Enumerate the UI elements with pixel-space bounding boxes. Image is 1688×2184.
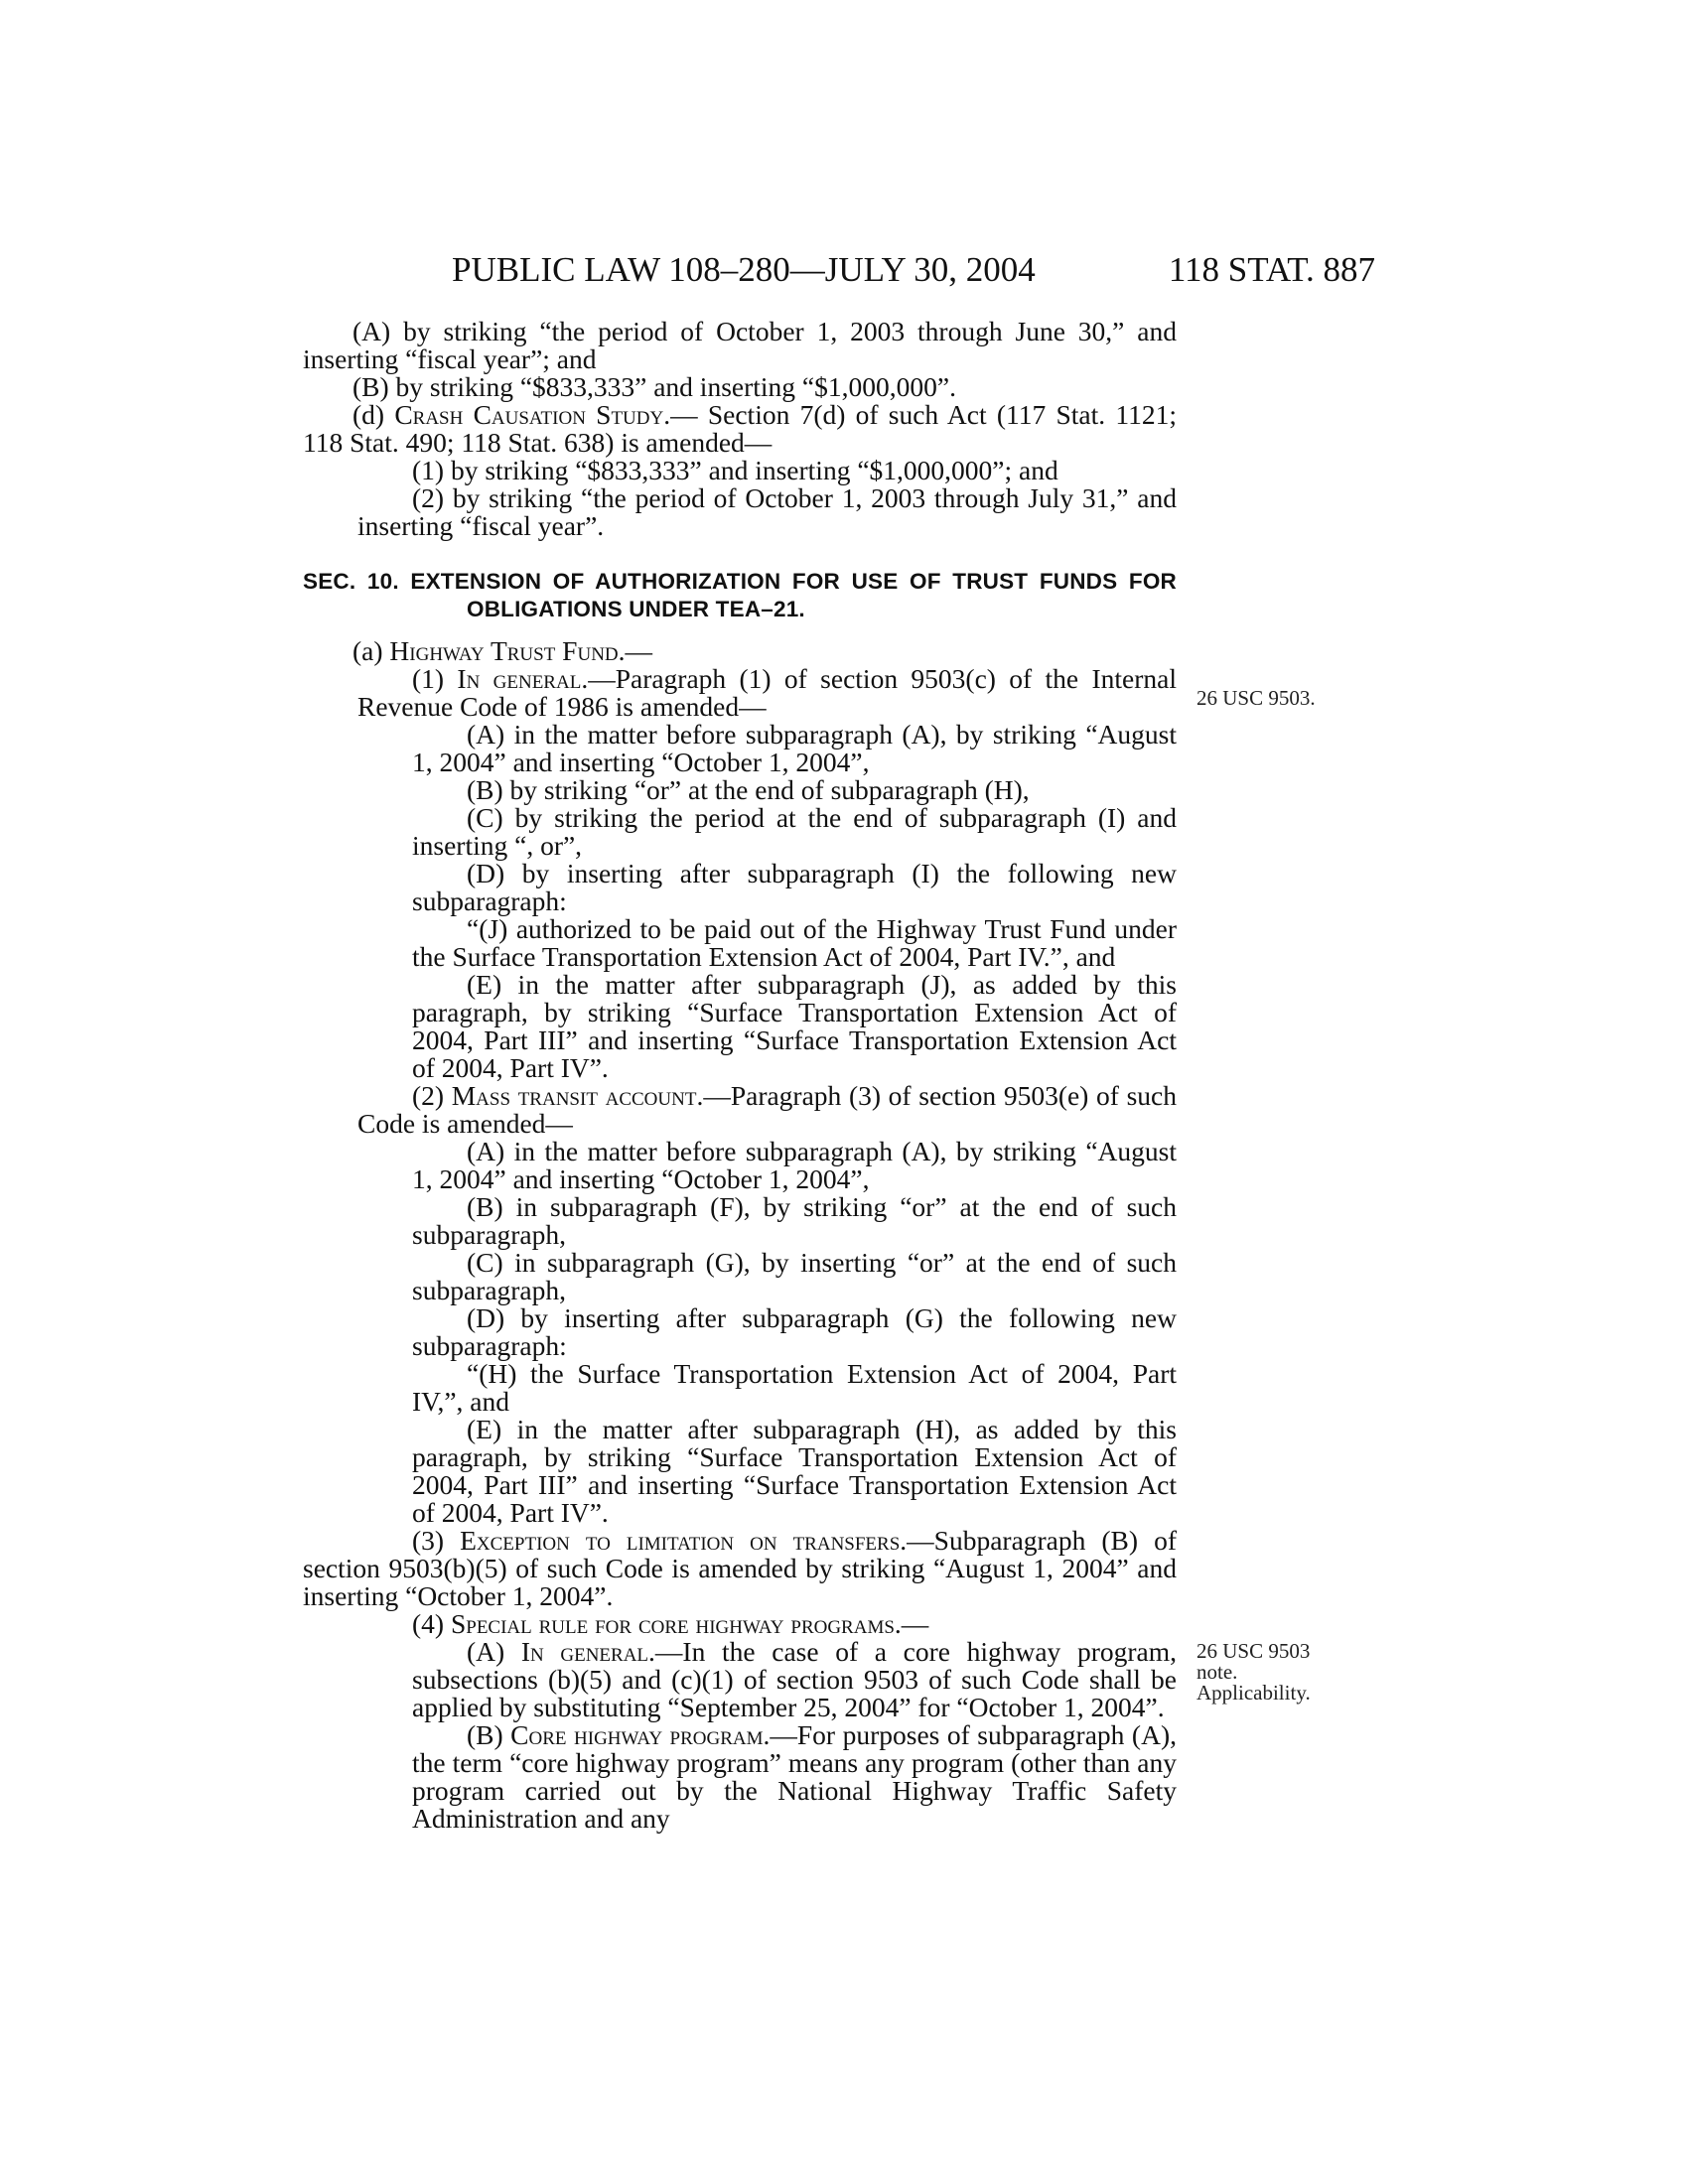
paragraph-lead: (4) [412,1608,451,1639]
paragraph-text: (A) by striking “the period of October 1, 2003 through June 30,” and inserting “fiscal year”; and [303,316,1177,374]
paragraph-text: (C) in subparagraph (G), by inserting “or” at the end of such subparagraph, [412,1247,1177,1305]
paragraph-text: .—Paragraph (1) of section 9503(c) of the Internal Revenue Code of 1986 is amended— [357,663,1177,722]
paragraph-text: .— [618,635,653,666]
margin-note-applicability [1196,1641,1345,1704]
paragraph [303,971,1177,1082]
paragraph [303,776,1177,804]
paragraph-text: (B) in subparagraph (F), by striking “or” at the end of such subparagraph, [412,1191,1177,1250]
paragraph [303,1527,1177,1610]
paragraph-lead: (d) [352,399,395,430]
page-header [452,248,1375,292]
paragraph [303,1082,1177,1138]
paragraph [303,1193,1177,1249]
paragraph [303,1304,1177,1360]
paragraph-text: (E) in the matter after subparagraph (J), as added by this paragraph, by striking “Surface Transportation Extension Act of 2004, Part III” and inserting “Surface Transportation Extension Act of 2004, Part IV”. [412,969,1177,1083]
paragraph [303,1610,1177,1638]
margin-note-text: note. [1196,1660,1238,1684]
paragraph-text: .—Paragraph (3) of section 9503(e) of such Code is amended— [357,1080,1177,1139]
paragraph-text: (2) by striking “the period of October 1, 2003 through July 31,” and inserting “fiscal year”. [357,482,1177,541]
paragraph-heading: Special rule for core highway programs [450,1608,895,1639]
paragraph-text: “(H) the Surface Transportation Extension Act of 2004, Part IV,”, and [412,1358,1177,1417]
paragraph [303,484,1177,540]
paragraph [303,1138,1177,1193]
paragraph [303,1721,1177,1833]
paragraph [303,637,1177,665]
paragraph [303,457,1177,484]
paragraph [303,860,1177,915]
paragraph-text: (A) in the matter before subparagraph (A), by striking “August 1, 2004” and inserting “October 1, 2004”, [412,1136,1177,1194]
paragraph-text: (D) by inserting after subparagraph (G) the following new subparagraph: [412,1302,1177,1361]
paragraph-heading: Exception to limitation on transfers [460,1525,901,1556]
paragraph [303,665,1177,721]
margin-note-text: 26 USC 9503 [1196,1639,1311,1663]
paragraph [303,915,1177,971]
paragraph-text: (C) by striking the period at the end of subparagraph (I) and inserting “, or”, [412,802,1177,861]
paragraph-text: .— [894,1608,929,1639]
section-heading: SEC. 10. EXTENSION OF AUTHORIZATION FOR USE OF TRUST FUNDS FOR OBLIGATIONS UNDER TEA–21. [303,569,1177,621]
margin-note-text: 26 USC 9503. [1196,686,1316,710]
paragraph-text: (B) by striking “or” at the end of subparagraph (H), [467,774,1030,805]
paragraph [194,373,1177,401]
paragraph [194,318,1177,373]
statute-page-number: 118 STAT. 887 [1168,250,1375,289]
paragraph-lead: (a) [352,635,390,666]
paragraph [303,721,1177,776]
paragraph-heading: Crash Causation Study [394,399,664,430]
paragraph-lead: (B) [467,1719,511,1750]
paragraph-text: “(J) authorized to be paid out of the Highway Trust Fund under the Surface Transportation Extension Act of 2004, Part IV.”, and [412,913,1177,972]
paragraph-text: (1) by striking “$833,333” and inserting “$1,000,000”; and [412,455,1058,485]
paragraph-text: .— Section 7(d) of such Act (117 Stat. 1121; 118 Stat. 490; 118 Stat. 638) is amended— [303,399,1177,458]
paragraph-text: .—For purposes of subparagraph (A), the term “core highway program” means any program (other than any program carried out by the National Highway Traffic Safety Administration and any [412,1719,1177,1834]
paragraph-heading: Core highway program [510,1719,764,1750]
margin-note-text: Applicability. [1196,1681,1311,1705]
public-law-citation: PUBLIC LAW 108–280—JULY 30, 2004 [452,250,1036,289]
paragraph [303,1638,1177,1721]
paragraph-text: (A) in the matter before subparagraph (A), by striking “August 1, 2004” and inserting “October 1, 2004”, [412,719,1177,777]
document-body [303,318,1177,1833]
paragraph-lead: (1) [412,663,458,694]
paragraph-text: (B) by striking “$833,333” and inserting “$1,000,000”. [352,371,956,402]
paragraph-heading: Highway Trust Fund [389,635,619,666]
paragraph-heading: In general [520,1636,649,1667]
margin-note-usc [1196,688,1345,709]
paragraph-heading: In general [457,663,582,694]
paragraph-text: .—In the case of a core highway program, subsections (b)(5) and (c)(1) of section 9503 of such Code shall be applied by substituting “September 25, 2004” for “October 1, 2004”. [412,1636,1178,1722]
paragraph [303,1416,1177,1527]
paragraph [303,1249,1177,1304]
paragraph-lead: (3) [412,1525,461,1556]
paragraph-heading: Mass transit account [451,1080,697,1111]
paragraph [303,804,1177,860]
paragraph-text: .—Subparagraph (B) of section 9503(b)(5) of such Code is amended by striking “August 1, 2004” and inserting “October 1, 2004”. [303,1525,1177,1611]
paragraph-text: (E) in the matter after subparagraph (H), as added by this paragraph, by striking “Surface Transportation Extension Act of 2004, Part III” and inserting “Surface Transportation Extension Act of 2004, Part IV”. [412,1414,1177,1528]
paragraph-text: (D) by inserting after subparagraph (I) the following new subparagraph: [412,858,1177,916]
paragraph-lead: (2) [412,1080,452,1111]
paragraph-lead: (A) [467,1636,521,1667]
paragraph [303,1360,1177,1416]
paragraph [303,401,1177,457]
